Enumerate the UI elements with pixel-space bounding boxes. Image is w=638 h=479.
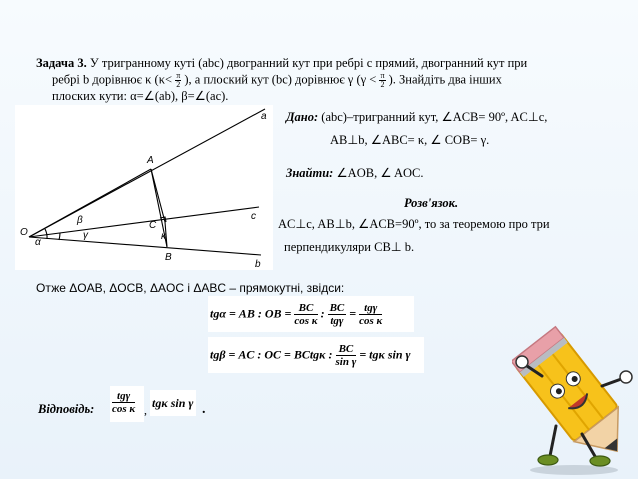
label-O: O [20,227,28,238]
answer-dot: . [202,402,206,417]
task-text-2c: ). Знайдіть два інших [388,72,502,87]
solution-title: Розв'язок. [404,196,459,210]
answer-formula-1: tgγ cos κ [110,386,144,422]
formula-tg-alpha: tgα = AB : OB = $\frac{BC}{\text{cos κ}}$ : BC tgγ = tgγ cos κ [208,296,414,332]
given-line-2: AB⊥b, ∠ABC= κ, ∠ COB= γ. [330,133,490,147]
formula1-lhs: tgα = AB : OB = [210,306,292,321]
ray-c [29,207,259,237]
task-text-2b: ), а плоский кут (bc) дорівнює γ (γ < [184,72,377,87]
task-line-2 [52,72,502,89]
label-A: A [147,155,154,166]
answer-formula-2: tgκ sin γ [150,390,196,416]
label-beta: β [77,215,83,226]
label-B: B [165,252,172,263]
task-text-2a: ребрі b дорівнює κ (κ< [52,72,173,87]
solution-line-2: перпендикуляри CB⊥ b. [284,240,415,254]
pencil-mascot-icon [512,316,636,476]
trihedral-angle-diagram [15,105,273,270]
pi-over-2-fraction-2: $\frac{\pi}{2}$ [380,71,385,89]
formula2-frac1: $\frac{BC}{\text{sin γ}}$ [335,343,357,368]
find-text: ∠AOB, ∠ AOC. [333,166,424,180]
formula1-frac3: tgγ cos κ [359,302,383,327]
label-gamma: γ [83,230,88,241]
ray-b [29,237,261,255]
answer-label: Відповідь: [38,402,95,416]
segment-OA [29,169,151,237]
given-label: Дано: [286,110,319,124]
task-line-3: плоских кути: α=∠(ab), β=∠(ac). [52,89,229,103]
label-kappa: κ [161,231,166,242]
label-a: a [261,111,267,122]
formula1-frac1: $\frac{BC}{\text{cos κ}}$ [294,302,318,327]
task-line-1 [36,56,527,71]
label-b: b [255,259,261,270]
task-label: Задача 3. [36,56,87,70]
given-line-1 [286,110,547,125]
label-C: C [149,220,157,231]
formula2-lhs: tgβ = AC : OC = BCtgκ : [210,347,333,362]
geometry-figure [15,105,273,270]
conclusion-text: Отже ΔOAB, ΔOCB, ΔAOC і ΔABC – прямокутні, звідси: [36,281,345,295]
find-label: Знайти: [286,166,334,180]
task-text-1: У тригранному куті (abc) двогранний кут при ребрі c прямий, двогранний кут при [86,56,528,70]
solution-line-1: AC⊥c, AB⊥b, ∠ACB=90º, то за теоремою про три [278,217,550,231]
label-alpha: α [35,237,41,248]
label-c: c [251,211,256,222]
pi-over-2-fraction: $\frac{\pi}{2}$ [176,71,181,89]
arc-alpha [45,229,47,239]
formula-tg-beta [208,337,424,373]
formula1-frac2: BC tgγ [329,302,345,327]
find-line [286,166,423,181]
answer-comma: , [144,403,147,417]
segment-AC [151,169,165,222]
given-text-1: (abc)–тригранний кут, ∠ACB= 90º, AC⊥c, [318,110,548,124]
formula2-rhs: = tgκ sin γ [359,347,411,362]
